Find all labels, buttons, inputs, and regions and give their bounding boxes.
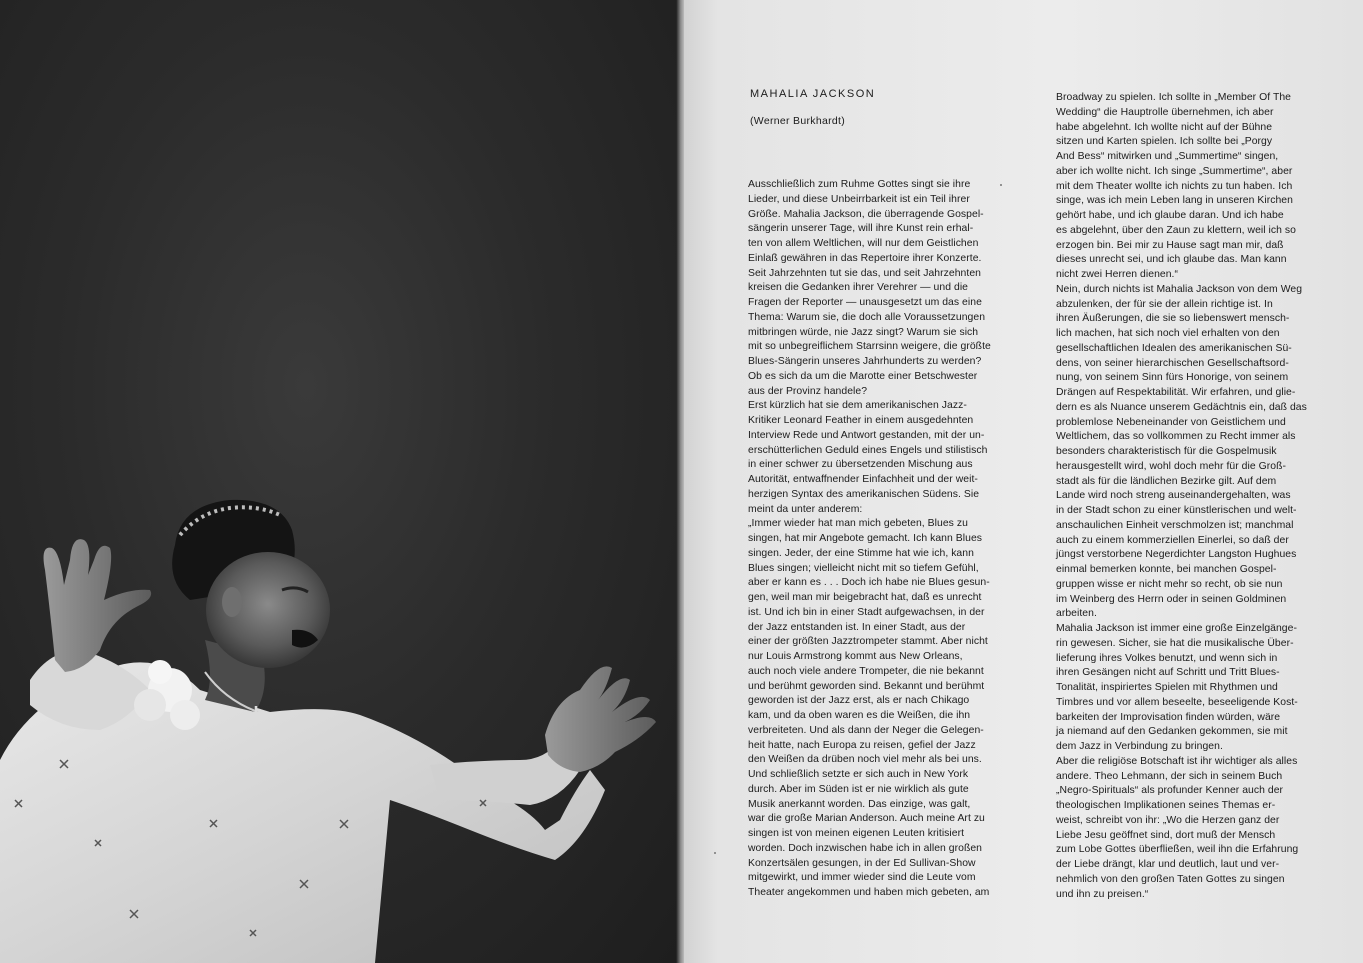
text-line: ist. Und ich bin in einer Stadt aufgewachsen, in der: [748, 606, 985, 618]
text-line: worden. Doch inzwischen habe ich in allen großen: [748, 842, 983, 854]
text-line: Konzertsälen gesungen, in der Ed Sullivan-Show: [748, 857, 976, 869]
photo-page: [0, 0, 680, 963]
text-line: Erst kürzlich hat sie dem amerikanischen Jazz-: [748, 400, 967, 412]
text-line: theologischen Implikationen seines Themas er-: [1056, 800, 1276, 811]
text-line: arbeiten.: [1056, 608, 1097, 620]
singer-photo: [0, 0, 680, 963]
text-line: Tonalität, inspiriertes Spielen mit Rhythmen und: [1056, 682, 1278, 693]
text-line: mitgewirkt, und immer wieder sind die Leute vom: [748, 872, 976, 884]
text-line: gehört habe, und ich glaube daran. Und ich habe: [1056, 210, 1284, 221]
text-line: geworden ist der Jazz erst, als er nach Chikago: [748, 695, 970, 707]
text-line: der Jazz entstanden ist. In einer Stadt, aus der: [748, 621, 966, 633]
text-line: mit so unbegreiflichem Starrsinn weigere, die größte: [748, 341, 991, 353]
text-line: singen ist von meinen eigenen Leuten kritisiert: [748, 828, 965, 839]
text-line: in der Stadt schon zu einer künstlerischen und welt-: [1056, 505, 1297, 516]
text-line: Nein, durch nichts ist Mahalia Jackson von dem Weg: [1056, 283, 1303, 295]
text-line: der Liebe drängt, klar und deutlich, laut und ver-: [1056, 859, 1280, 870]
text-line: besonders charakteristisch für die Gospelmusik: [1056, 446, 1277, 457]
text-line: gruppen wisse er nicht mehr so recht, ob sie nun: [1056, 578, 1283, 590]
text-line: Interview Rede und Antwort gestanden, mit der un-: [748, 429, 985, 441]
text-line: Ausschließlich zum Ruhme Gottes singt sie ihre: [748, 179, 971, 190]
text-line: auch zu einem kommerziellen Einerlei, so daß der: [1056, 534, 1289, 546]
text-line: ihren Gesängen nicht auf Schritt und Tritt Blues-: [1056, 667, 1280, 679]
text-line: kreisen die Gedanken ihrer Verehrer — und die: [748, 282, 969, 294]
text-line: lich machen, hat sich noch viel erhalten von den: [1056, 328, 1280, 339]
text-column-left: [748, 178, 1010, 901]
text-line: rin gewesen. Sicher, sie hat die musikalische Über-: [1056, 637, 1294, 649]
text-line: Und schließlich setzte er sich auch in New York: [748, 769, 969, 780]
text-line: mitbringen würde, nie Jazz singt? Warum sie sich: [748, 326, 979, 338]
text-line: im Weinberg des Herrn oder in seinen Goldminen: [1056, 593, 1287, 605]
text-line: Autorität, entwaffnender Einfachheit und der weit-: [748, 474, 978, 485]
text-line: dem Jazz in Verbindung zu bringen.: [1056, 741, 1223, 752]
text-line: den Weißen da drüben noch viel mehr als bei uns.: [748, 754, 982, 766]
text-line: Lande wird noch streng auseinandergehalten, was: [1056, 490, 1291, 502]
text-line: ten von allem Weltlichen, will nur dem Geistlichen: [748, 238, 979, 249]
text-line: „Negro-Spirituals“ als profunder Kenner auch der: [1056, 785, 1284, 797]
text-line: heit hatte, nach Europa zu reisen, gefiel der Jazz: [748, 739, 976, 751]
text-column-right: [1056, 91, 1318, 902]
text-line: Weltlichem, das so vollkommen zu Recht immer als: [1056, 431, 1296, 443]
text-line: herzigen Syntax des amerikanischen Südens. Sie: [748, 488, 980, 500]
text-line: auch noch viele andere Trompeter, die nie bekannt: [748, 665, 984, 677]
text-line: Wedding“ die Hauptrolle übernehmen, ich aber: [1056, 106, 1274, 118]
text-line: singe, was ich mein Leben lang in unseren Kirchen: [1056, 195, 1293, 207]
text-line: dens, von seiner hierarchischen Gesellschaftsord-: [1056, 357, 1289, 369]
text-line: Fragen der Reporter — unausgesetzt um das eine: [748, 297, 982, 308]
text-line: singen, hat mir Angebote gemacht. Ich kann Blues: [748, 533, 983, 544]
text-line: Drängen auf Respektabilität. Wir erfahren, und glie-: [1056, 387, 1296, 398]
text-line: „Immer wieder hat man mich gebeten, Blues zu: [748, 518, 968, 530]
text-line: weist, schreibt von ihr: „Wo die Herzen ganz der: [1056, 814, 1280, 826]
text-line: abzulenken, der für sie der allein richtige ist. In: [1056, 298, 1273, 310]
text-line: jüngst verstorbene Negerdichter Langston Hughues: [1056, 549, 1297, 561]
text-line: Timbres und vor allem beseelte, beseeligende Kost-: [1056, 696, 1298, 708]
text-line: andere. Theo Lehmann, der sich in seinem Buch: [1056, 770, 1283, 782]
text-line: Lieder, und diese Unbeirrbarkeit ist ein Teil ihrer: [748, 193, 970, 205]
text-line: lieferung ihres Volkes benutzt, und wenn sich in: [1056, 652, 1278, 664]
ear: [222, 587, 242, 617]
text-line: Broadway zu spielen. Ich sollte in „Member Of The: [1056, 92, 1291, 103]
text-line: gesellschaftlichen Idealen des amerikanischen Sü-: [1056, 342, 1292, 354]
left-hand: [44, 539, 152, 672]
text-line: Ob es sich da um die Marotte einer Betschwester: [748, 370, 978, 382]
text-line: problemlose Nebeneinander von Geistlichem und: [1056, 416, 1286, 428]
text-line: und ihn zu preisen.“: [1056, 888, 1149, 900]
text-line: Thema: Warum sie, die doch alle Voraussetzungen: [748, 311, 986, 323]
text-line: Aber die religiöse Botschaft ist ihr wichtiger als alles: [1056, 755, 1298, 767]
text-line: einer der größten Jazztrompeter stammt. Aber nicht: [748, 636, 988, 648]
text-line: nur Louis Armstrong kommt aus New Orleans,: [748, 651, 963, 662]
text-line: war die große Marian Anderson. Auch meine Art zu: [748, 813, 985, 825]
article-author: (Werner Burkhardt): [750, 115, 846, 127]
text-line: und berühmt geworden sind. Bekannt und berühmt: [748, 680, 985, 692]
text-line: barkeiten der Improvisation finden würden, wäre: [1056, 711, 1281, 723]
text-line: dieses unrecht sei, und ich glaube das. Man kann: [1056, 254, 1287, 266]
paper-speck: [1000, 184, 1002, 186]
text-line: verbreiteten. Und als dann der Neger die Gelegen-: [748, 724, 984, 736]
text-line: Einlaß gewähren in das Repertoire ihrer Konzerte.: [748, 252, 982, 264]
text-line: zum Lobe Gottes überfließen, weil ihn die Erfahrung: [1056, 844, 1299, 856]
text-line: singen. Jeder, der eine Stimme hat wie ich, kann: [748, 547, 974, 559]
text-page: [684, 0, 1363, 963]
paper-speck: [714, 852, 716, 854]
text-line: erzogen bin. Bei mir zu Hause sagt man mir, daß: [1056, 239, 1284, 251]
text-line: es abgelehnt, über den Zaun zu klettern, weil ich so: [1056, 224, 1296, 236]
text-line: Theater angekommen und haben mich gebeten, am: [748, 887, 990, 898]
text-line: stadt als für die ländlichen Bezirke gilt. Auf dem: [1056, 475, 1277, 487]
text-line: herausgestellt wird, wohl doch mehr für die Groß-: [1056, 460, 1286, 472]
text-line: sängerin unserer Tage, will ihre Kunst rein erhal-: [748, 223, 974, 235]
text-line: kam, und da oben waren es die Weißen, die ihn: [748, 710, 971, 721]
text-line: Größe. Mahalia Jackson, die überragende Gospel-: [748, 208, 984, 220]
right-hand: [545, 666, 656, 772]
text-line: ja niemand auf den Gedanken gekommen, sie mit: [1056, 726, 1288, 738]
text-line: erschütterlichen Geduld eines Engels und stilistisch: [748, 444, 988, 456]
text-line: Musik anerkannt worden. Das einzige, was galt,: [748, 798, 971, 810]
article-title: MAHALIA JACKSON: [750, 88, 876, 100]
text-line: Mahalia Jackson ist immer eine große Einzelgänge-: [1056, 623, 1297, 634]
text-line: durch. Aber im Süden ist er nie wirklich als gute: [748, 783, 969, 795]
text-line: Liebe Jesu geöffnet sind, dort muß der Mensch: [1056, 829, 1276, 841]
text-line: nicht zwei Herren dienen.“: [1056, 269, 1179, 280]
text-line: Blues-Sängerin unseres Jahrhunderts zu werden?: [748, 356, 982, 367]
text-line: dern es als Nuance unserem Gedächtnis ein, daß das: [1056, 401, 1307, 413]
text-line: einmal bemerken konnte, bei manchen Gospel-: [1056, 564, 1277, 575]
text-line: habe abgelehnt. Ich wollte nicht auf der Bühne: [1056, 121, 1273, 133]
text-line: gen, weil man mir beigebracht hat, daß es unrecht: [748, 592, 982, 603]
text-line: nung, von seinem Sinn fürs Honorige, von seinem: [1056, 372, 1289, 384]
text-line: aus der Provinz handele?: [748, 385, 868, 397]
text-line: Kritiker Leonard Feather in einem ausgedehnten: [748, 415, 974, 426]
text-line: anschaulichen Einheit verschmolzen ist; manchmal: [1056, 519, 1294, 531]
text-line: meint da unter anderem:: [748, 503, 863, 515]
text-line: Blues singen; vielleicht nicht mit so tiefem Gefühl,: [748, 562, 979, 574]
text-line: mit dem Theater wollte ich nichts zu tun haben. Ich: [1056, 180, 1293, 192]
text-line: in einer schwer zu übersetzenden Mischung aus: [748, 459, 973, 471]
text-line: And Bess“ mitwirken und „Summertime“ singen,: [1056, 151, 1279, 162]
text-line: sitzen und Karten spielen. Ich sollte bei „Porgy: [1056, 136, 1273, 148]
text-line: ihren Äußerungen, die sie so liebenswert mensch-: [1056, 313, 1290, 325]
text-line: aber er kann es . . . Doch ich habe nie Blues gesun-: [748, 577, 990, 589]
text-line: Seit Jahrzehnten tut sie das, und seit Jahrzehnten: [748, 267, 981, 279]
text-line: nehmlich von den großen Taten Gottes zu singen: [1056, 873, 1285, 885]
text-line: aber ich wollte nicht. Ich singe „Summertime“, aber: [1056, 165, 1293, 177]
